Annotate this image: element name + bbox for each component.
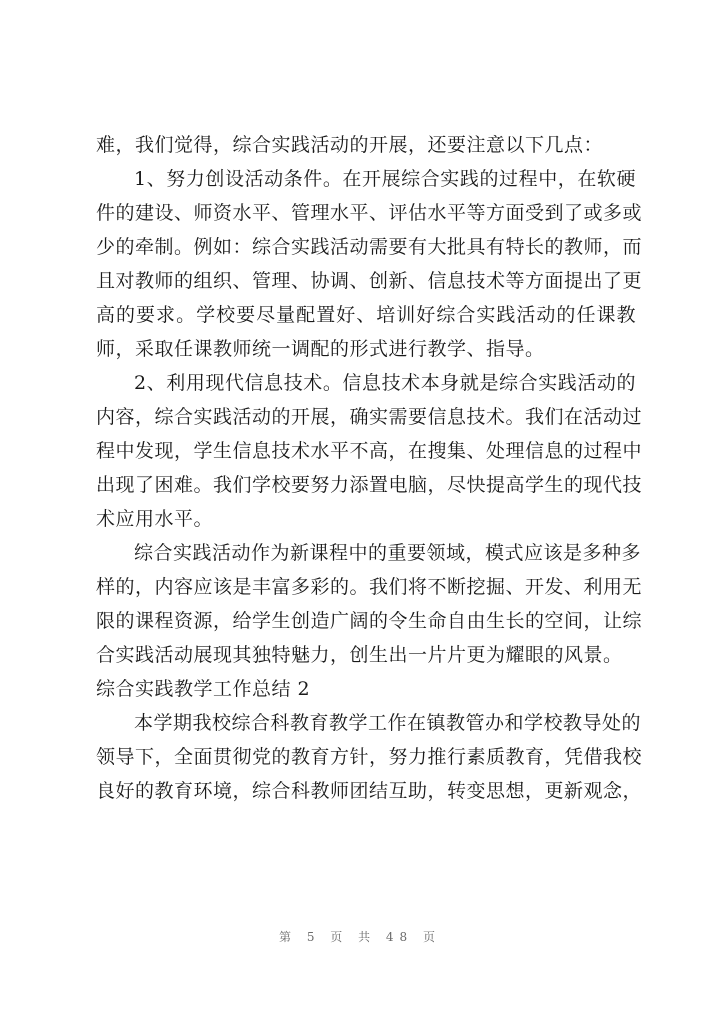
paragraph-line: 件的建设、师资水平、管理水平、评估水平等方面受到了或多或 xyxy=(96,202,643,224)
paragraph-line: 良好的教育环境，综合科教师团结互助，转变思想，更新观念， xyxy=(96,780,643,802)
paragraph-line: 领导下，全面贯彻党的教育方针，努力推行素质教育，凭借我校 xyxy=(96,746,643,768)
paragraph-line: 师，采取任课教师统一调配的形式进行教学、指导。 xyxy=(96,338,545,360)
paragraph-line: 综合实践活动作为新课程中的重要领域，模式应该是多种多 xyxy=(134,542,642,564)
section-heading: 综合实践教学工作总结 2 xyxy=(96,678,311,700)
paragraph-line: 合实践活动展现其独特魅力，创生出一片片更为耀眼的风景。 xyxy=(96,644,623,666)
paragraph-line: 程中发现，学生信息技术水平不高，在搜集、处理信息的过程中 xyxy=(96,440,643,462)
page-footer: 第 5 页 共 48 页 xyxy=(279,930,441,944)
paragraph-line: 1、努力创设活动条件。在开展综合实践的过程中，在软硬 xyxy=(134,168,636,190)
paragraph-line: 且对教师的组织、管理、协调、创新、信息技术等方面提出了更 xyxy=(96,270,643,292)
paragraph-line: 术应用水平。 xyxy=(96,508,214,530)
document-body xyxy=(96,128,643,808)
paragraph-line: 样的，内容应该是丰富多彩的。我们将不断挖掘、开发、利用无 xyxy=(96,576,643,598)
paragraph-line: 少的牵制。例如：综合实践活动需要有大批具有特长的教师，而 xyxy=(96,236,643,258)
paragraph-line: 高的要求。学校要尽量配置好、培训好综合实践活动的任课教 xyxy=(96,304,636,326)
paragraph-line: 出现了困难。我们学校要努力添置电脑，尽快提高学生的现代技 xyxy=(96,474,643,496)
paragraph-line: 内容，综合实践活动的开展，确实需要信息技术。我们在活动过 xyxy=(96,406,643,428)
paragraph-line: 2、利用现代信息技术。信息技术本身就是综合实践活动的 xyxy=(134,372,636,394)
paragraph-line: 难，我们觉得，综合实践活动的开展，还要注意以下几点： xyxy=(96,134,604,156)
paragraph-line: 限的课程资源，给学生创造广阔的令生命自由生长的空间，让综 xyxy=(96,610,643,632)
paragraph-line: 本学期我校综合科教育教学工作在镇教管办和学校教导处的 xyxy=(134,712,642,734)
